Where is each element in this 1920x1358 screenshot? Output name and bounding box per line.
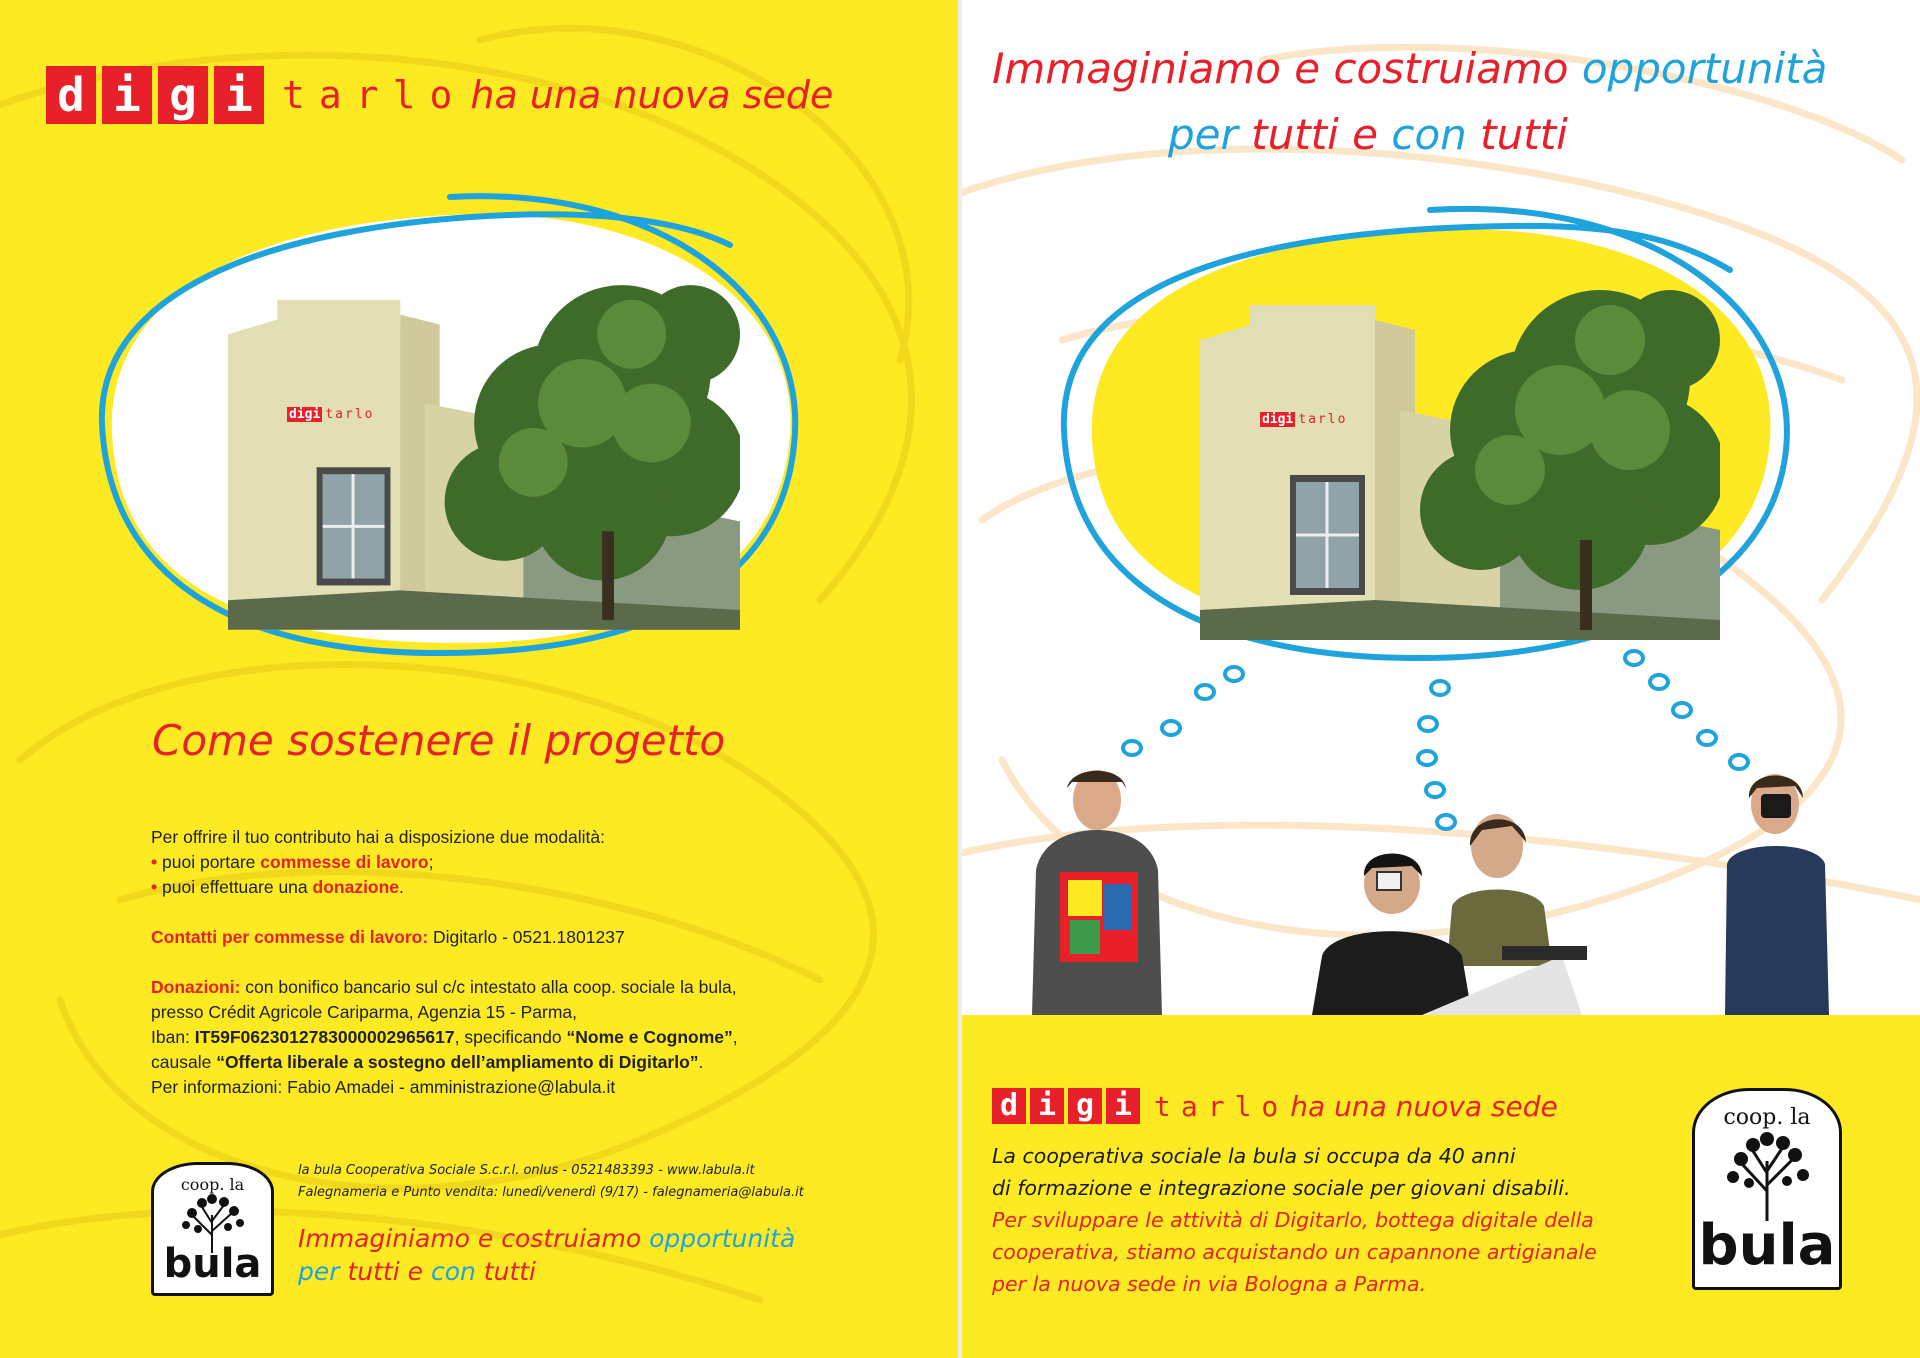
bullet-2: • puoi effettuare una donazione. <box>151 877 404 897</box>
support-body <box>151 825 851 1100</box>
brand-header <box>46 66 833 124</box>
contacts-line <box>151 925 851 950</box>
iban-line: Iban: IT59F0623012783000002965617, specificando “Nome e Cognome”, <box>151 1027 738 1047</box>
brand-tile: i <box>1030 1088 1064 1124</box>
contacts-label: Contatti per commesse di lavoro: <box>151 927 429 947</box>
intro-text: Per offrire il tuo contributo hai a disposizione due modalità: <box>151 827 605 847</box>
brand-header <box>992 1088 1558 1124</box>
brand-tile: d <box>992 1088 1026 1124</box>
info-line: Per informazioni: Fabio Amadei - amministrazione@labula.it <box>151 1077 616 1097</box>
brand-tagline: ha una nuova sede <box>1290 1089 1558 1123</box>
sign-digi: digi <box>1262 412 1294 427</box>
la-bula-logo <box>151 1162 274 1296</box>
thought-bubble <box>90 185 810 675</box>
logo-bula-text: bula <box>1698 1213 1836 1278</box>
sign-rest: tarlo <box>1298 412 1348 427</box>
brand-tile: g <box>1068 1088 1102 1124</box>
bullet-2-highlight: donazione <box>312 877 400 897</box>
building-photo <box>228 275 740 630</box>
brand-tile: g <box>158 66 208 124</box>
people-at-desk <box>1272 806 1592 1015</box>
description-text: La cooperativa sociale la bula si occupa da 40 anni di formazione e integrazione sociale per giovani disabili. Per sviluppare le attività di Digitarlo, bottega digitale della cooperativa, stiamo acquistando un capannone artigianale per la nuova sede in via Bologna a Parma. <box>992 1144 1597 1296</box>
brand-tile: i <box>1106 1088 1140 1124</box>
main-slogan: Immaginiamo e costruiamo opportunità per tutti e con tutti <box>992 44 1828 159</box>
brand-tagline: ha una nuova sede <box>470 73 834 117</box>
donations-line: Donazioni: con bonifico bancario sul c/c intestato alla coop. sociale la bula, <box>151 977 737 997</box>
left-page <box>0 0 958 1358</box>
bank-line: presso Crédit Agricole Cariparma, Agenzia 15 - Parma, <box>151 1002 578 1022</box>
brand-rest: tarlo <box>282 73 467 117</box>
support-title: Come sostenere il progetto <box>152 716 726 765</box>
person-with-camera <box>1717 764 1837 1015</box>
causale-line: causale “Offerta liberale a sostegno dell’ampliamento di Digitarlo”. <box>151 1052 704 1072</box>
sign-rest: tarlo <box>325 407 375 422</box>
logo-coop-text: coop. la <box>180 1175 245 1194</box>
contacts-value: Digitarlo - 0521.1801237 <box>428 927 625 947</box>
donations-label: Donazioni: <box>151 977 241 997</box>
logo-coop-text: coop. la <box>1723 1105 1811 1130</box>
building-sign <box>287 405 374 422</box>
brand-tile: i <box>102 66 152 124</box>
iban-value: IT59F0623012783000002965617 <box>194 1027 455 1047</box>
person-with-artwork <box>1022 760 1172 1015</box>
bullet-1: • puoi portare commesse di lavoro; <box>151 852 434 872</box>
sign-digi: digi <box>289 407 321 422</box>
coop-contacts: la bula Cooperativa Sociale S.c.r.l. onlus - 0521483393 - www.labula.it Falegnameria e Punto vendita: lunedì/venerdì (9/17) - falegnameria@labula.it <box>298 1163 804 1200</box>
logo-bula-text: bula <box>163 1241 262 1287</box>
footer-slogan: Immaginiamo e costruiamo opportunità per tutti e con tutti <box>298 1224 796 1286</box>
bullet-1-highlight: commesse di lavoro <box>260 852 429 872</box>
brand-rest: tarlo <box>1154 1089 1289 1123</box>
brand-tile: d <box>46 66 96 124</box>
brand-tile: i <box>214 66 264 124</box>
la-bula-logo <box>1692 1088 1842 1290</box>
right-page <box>962 0 1920 1358</box>
